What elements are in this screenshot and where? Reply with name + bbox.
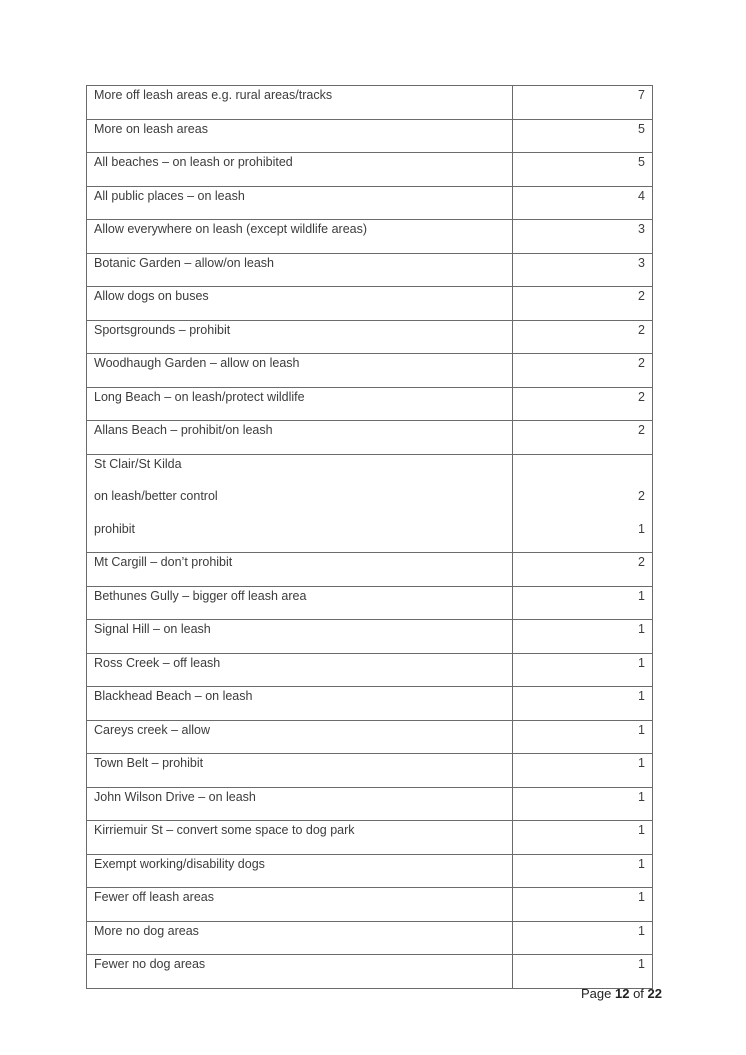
table-row (87, 921, 653, 955)
row-label: Careys creek – allow (94, 722, 211, 737)
row-count-cell (513, 888, 653, 922)
row-count: 1 (638, 622, 645, 636)
row-label-cell (87, 253, 513, 287)
row-count: 1 (638, 722, 645, 737)
row-label: Allow dogs on buses (94, 289, 209, 303)
table-row (87, 821, 653, 855)
row-label-cell (87, 921, 513, 955)
row-count-cell (513, 387, 653, 421)
row-label-cell (87, 687, 513, 721)
table-row (87, 253, 653, 287)
row-count: 1 (638, 588, 645, 603)
table-row (87, 653, 653, 687)
row-count: 1 (638, 890, 645, 904)
row-count-cell (513, 720, 653, 754)
row-label: Allans Beach – prohibit/on leash (94, 423, 273, 437)
row-count-cell (513, 754, 653, 788)
table-row (87, 687, 653, 721)
page-number-footer (581, 986, 662, 1001)
row-label-cell (87, 86, 513, 120)
row-label-cell (87, 320, 513, 354)
row-count-cell (513, 86, 653, 120)
row-count-cell (513, 787, 653, 821)
row-label: All beaches – on leash or prohibited (94, 155, 293, 169)
row-count: 3 (638, 222, 645, 236)
row-count: 3 (638, 255, 645, 270)
table-row (87, 586, 653, 620)
row-label-cell (87, 387, 513, 421)
row-count-cell (513, 955, 653, 989)
row-label-cell (87, 787, 513, 821)
page-current: 12 (614, 986, 630, 1001)
table-row (87, 186, 653, 220)
row-count-cell (513, 220, 653, 254)
sub-row-count: 1 (638, 521, 645, 536)
sub-row-label: on leash/better control (94, 489, 218, 503)
row-label-cell (87, 653, 513, 687)
row-count-cell (513, 586, 653, 620)
feedback-tally-table (86, 85, 653, 989)
table-row (87, 787, 653, 821)
table-row (87, 720, 653, 754)
row-label-cell (87, 955, 513, 989)
page-total: 22 (647, 986, 662, 1001)
row-label: Bethunes Gully – bigger off leash area (94, 588, 307, 603)
row-label: Botanic Garden – allow/on leash (94, 255, 274, 270)
row-label: Exempt working/disability dogs (94, 856, 265, 871)
row-count: 2 (638, 322, 645, 337)
row-label: More on leash areas (94, 121, 208, 136)
row-count-cell (513, 354, 653, 388)
table-row (87, 354, 653, 388)
row-label: Woodhaugh Garden – allow on leash (94, 356, 300, 370)
row-label-cell (87, 754, 513, 788)
row-count: 4 (638, 188, 645, 203)
row-label: Ross Creek – off leash (94, 655, 221, 670)
row-label-cell (87, 153, 513, 187)
sub-row-count: 2 (638, 489, 645, 503)
row-count-cell (513, 620, 653, 654)
table-row (87, 754, 653, 788)
table-row (87, 86, 653, 120)
row-count: 1 (638, 756, 645, 770)
table-row (87, 620, 653, 654)
table-row (87, 287, 653, 321)
row-count-cell (513, 119, 653, 153)
row-count-cell (513, 253, 653, 287)
table-row (87, 220, 653, 254)
table-row (87, 153, 653, 187)
row-label-cell (87, 421, 513, 455)
row-count: 1 (638, 789, 645, 804)
row-label-cell (87, 821, 513, 855)
row-label-cell (87, 720, 513, 754)
row-count-cell (513, 153, 653, 187)
group-heading: St Clair/St Kilda (94, 456, 182, 471)
row-count-cell (513, 287, 653, 321)
row-label-cell (87, 888, 513, 922)
table-row (87, 955, 653, 989)
row-count: 2 (638, 389, 645, 404)
row-count: 7 (638, 88, 645, 102)
row-count-cell (513, 687, 653, 721)
row-label-cell (87, 586, 513, 620)
row-count-cell (513, 421, 653, 455)
row-label: Sportsgrounds – prohibit (94, 322, 231, 337)
row-label-cell (87, 186, 513, 220)
row-count: 5 (638, 121, 645, 136)
group-heading-count (513, 455, 652, 488)
table-row (87, 854, 653, 888)
table-row (87, 387, 653, 421)
row-count: 2 (638, 423, 645, 437)
sub-row-label: prohibit (94, 521, 135, 536)
of-word: of (633, 986, 644, 1001)
row-count-cell (513, 320, 653, 354)
row-count: 2 (638, 555, 645, 569)
row-count-cell (513, 553, 653, 587)
row-count-cell (513, 454, 653, 553)
row-count: 5 (638, 155, 645, 169)
row-count: 1 (638, 655, 645, 670)
row-label: More off leash areas e.g. rural areas/tracks (94, 88, 333, 102)
row-count: 2 (638, 289, 645, 303)
page-word: Page (580, 986, 612, 1001)
row-label: Kirriemuir St – convert some space to dog park (94, 823, 355, 837)
row-label: Fewer no dog areas (94, 957, 206, 971)
row-label: All public places – on leash (94, 188, 245, 203)
row-label: Mt Cargill – don’t prohibit (94, 555, 233, 569)
row-label: Town Belt – prohibit (94, 756, 204, 770)
row-label: Fewer off leash areas (94, 890, 214, 904)
row-count-cell (513, 186, 653, 220)
row-label: Blackhead Beach – on leash (94, 689, 253, 703)
row-label: More no dog areas (94, 923, 199, 938)
row-label-cell (87, 287, 513, 321)
table-row (87, 119, 653, 153)
row-count: 1 (638, 689, 645, 703)
row-count-cell (513, 854, 653, 888)
row-label: Allow everywhere on leash (except wildlife areas) (94, 222, 368, 236)
row-count-cell (513, 653, 653, 687)
row-count: 1 (638, 957, 645, 971)
row-label: Long Beach – on leash/protect wildlife (94, 389, 305, 404)
row-label-cell (87, 854, 513, 888)
row-label-cell (87, 620, 513, 654)
row-label-cell (87, 553, 513, 587)
table-row (87, 553, 653, 587)
row-count-cell (513, 821, 653, 855)
row-label-cell (87, 454, 513, 553)
table-row-st-clair-group (87, 454, 653, 553)
table-row (87, 320, 653, 354)
row-label-cell (87, 119, 513, 153)
row-count-cell (513, 921, 653, 955)
row-label-cell (87, 354, 513, 388)
table-row (87, 421, 653, 455)
row-count: 1 (638, 823, 645, 837)
row-count: 2 (638, 356, 645, 370)
row-label: Signal Hill – on leash (94, 622, 211, 636)
table-row (87, 888, 653, 922)
row-label: John Wilson Drive – on leash (94, 789, 256, 804)
row-label-cell (87, 220, 513, 254)
row-count: 1 (638, 923, 645, 938)
row-count: 1 (638, 856, 645, 871)
